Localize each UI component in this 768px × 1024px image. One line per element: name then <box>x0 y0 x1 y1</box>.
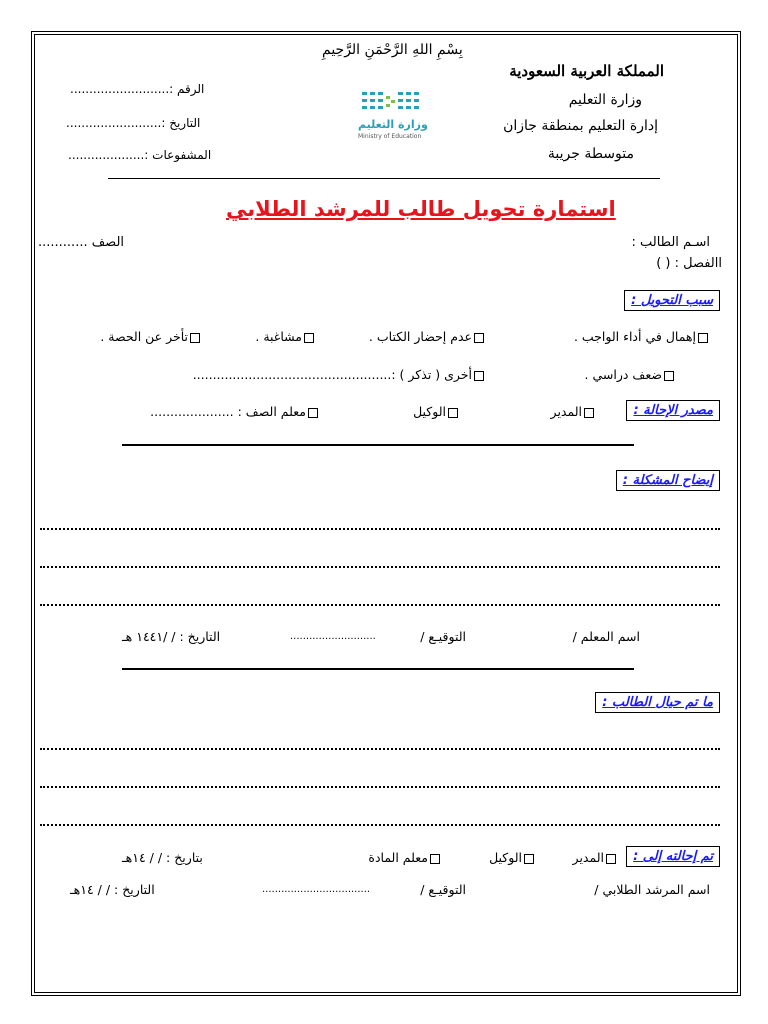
counselor-name-label: اسم المرشد الطلابي / <box>594 882 710 897</box>
action-line-2 <box>40 786 720 788</box>
referral-heading: تم إحالته إلى : <box>626 846 720 867</box>
source-principal-label: المدير <box>550 404 582 419</box>
option-homework-label: إهمال في أداء الواجب . <box>573 329 696 344</box>
referral-deputy[interactable] <box>489 850 536 865</box>
checkbox-source-principal[interactable] <box>584 408 594 418</box>
referral-principal[interactable] <box>573 850 618 865</box>
source-deputy-label: الوكيل <box>413 404 446 419</box>
source-teacher-label: معلم الصف : ..................... <box>150 404 306 419</box>
checkbox-referral-principal[interactable] <box>606 854 616 864</box>
date-field: التاريخ :......................... <box>66 116 201 130</box>
teacher-date-label: التاريخ : / /١٤٤١ هـ <box>122 629 221 644</box>
option-late[interactable] <box>100 329 202 344</box>
option-book[interactable] <box>369 329 486 344</box>
source-teacher[interactable] <box>150 404 320 419</box>
action-heading: ما تم حيال الطالب : <box>595 692 720 713</box>
checkbox-late[interactable] <box>190 333 200 343</box>
action-line-1 <box>40 748 720 750</box>
option-other[interactable] <box>193 367 486 382</box>
problem-line-2 <box>40 566 720 568</box>
checkbox-source-deputy[interactable] <box>448 408 458 418</box>
teacher-signature-dots: ........................... <box>290 631 376 642</box>
teacher-signature-label: التوقيـع / <box>420 629 466 644</box>
referral-date: بتاريخ : / / ١٤هـ <box>122 850 203 865</box>
problem-line-3 <box>40 604 720 606</box>
option-late-label: تأخر عن الحصة . <box>100 329 188 344</box>
checkbox-referral-subject-teacher[interactable] <box>430 854 440 864</box>
referral-subject-teacher-label: معلم المادة <box>368 850 428 865</box>
checkbox-fight[interactable] <box>304 333 314 343</box>
student-name-label: اسـم الطالب : <box>631 235 710 250</box>
option-homework[interactable] <box>574 329 710 344</box>
option-fight-label: مشاغبة . <box>255 329 302 344</box>
ministry-logo <box>352 88 432 146</box>
checkbox-book[interactable] <box>474 333 484 343</box>
option-weak-label: ضعف دراسي . <box>584 367 662 382</box>
checkbox-homework[interactable] <box>698 333 708 343</box>
checkbox-source-teacher[interactable] <box>308 408 318 418</box>
counselor-signature-dots: .................................. <box>262 884 371 895</box>
teacher-name-label: اسم المعلم / <box>572 629 640 644</box>
checkbox-other[interactable] <box>474 371 484 381</box>
header-divider <box>108 178 660 179</box>
ministry-name: وزارة التعليم <box>568 92 642 108</box>
checkbox-referral-deputy[interactable] <box>524 854 534 864</box>
option-weak[interactable] <box>585 367 676 382</box>
source-underline <box>122 444 634 446</box>
referral-subject-teacher[interactable] <box>368 850 442 865</box>
referral-principal-label: المدير <box>572 850 604 865</box>
class-label: االفصل : ( ) <box>656 256 722 271</box>
basmala: بِسْمِ اللهِ الرَّحْمَنِ الرَّحِيمِ <box>322 42 463 58</box>
logo-text: وزارة التعليم <box>358 118 428 131</box>
school-name: متوسطة جريبة <box>547 146 634 162</box>
counselor-signature-label: التوقيـع / <box>420 882 466 897</box>
source-principal[interactable] <box>551 404 596 419</box>
option-other-label: أخرى ( تذكر ) :.................................................. <box>192 367 472 382</box>
kingdom-name: المملكة العربية السعودية <box>509 62 664 80</box>
form-title: استمارة تحويل طالب للمرشد الطلابي <box>226 197 616 221</box>
option-fight[interactable] <box>255 329 316 344</box>
teacher-underline <box>122 668 634 670</box>
checkbox-weak[interactable] <box>664 371 674 381</box>
source-deputy[interactable] <box>413 404 460 419</box>
grade-label: الصف ............ <box>38 235 125 250</box>
directorate-name: إدارة التعليم بمنطقة جازان <box>503 118 658 134</box>
logo-subtext: Ministry of Education <box>358 133 422 140</box>
referral-deputy-label: الوكيل <box>489 850 522 865</box>
source-heading: مصدر الإحالة : <box>626 400 720 421</box>
problem-line-1 <box>40 528 720 530</box>
number-field: الرقم :.......................... <box>70 82 205 96</box>
counselor-date-label: التاريخ : / / ١٤هـ <box>70 882 155 897</box>
action-line-3 <box>40 824 720 826</box>
problem-heading: إيضاح المشكلة : <box>616 470 720 491</box>
attachments-field: المشفوعات :.................... <box>68 148 212 162</box>
option-book-label: عدم إحضار الكتاب . <box>368 329 472 344</box>
reason-heading: سبب التحويل : <box>624 290 720 311</box>
